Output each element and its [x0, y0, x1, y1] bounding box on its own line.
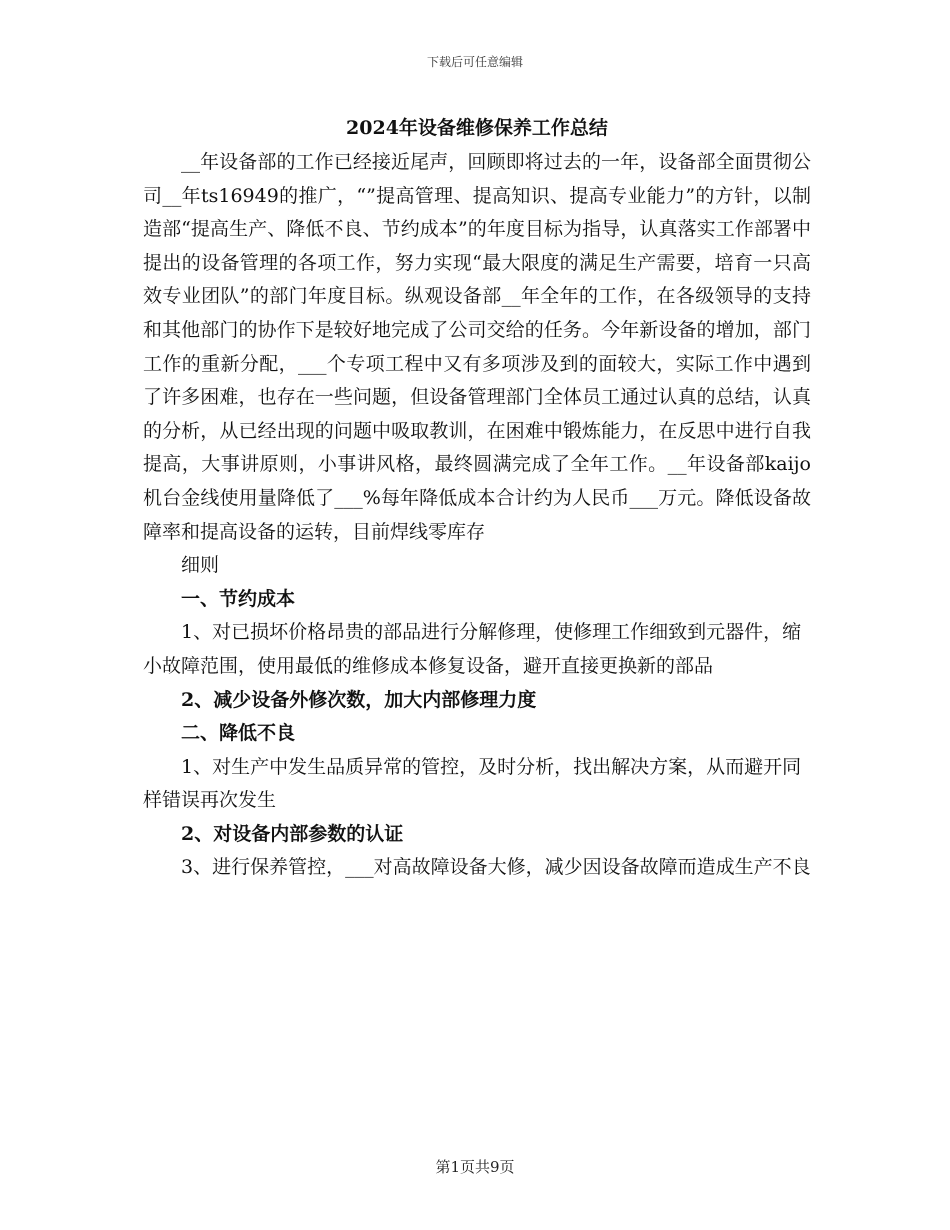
section-2-item-3: 3、进行保养管控，___对高故障设备大修，减少因设备故障而造成生产不良: [181, 856, 811, 879]
section-1-heading: 一、节约成本: [181, 587, 296, 610]
section-2-heading: 二、降低不良: [181, 722, 296, 745]
intro-paragraph: __年设备部的工作已经接近尾声，回顾即将过去的一年，设备部全面贯彻公司__年ts16949的推广，“”提高管理、提高知识、提高专业能力”的方针，以制造部“提高生产、降低不良、节约成本”的年度目标为指导，认真落实工作部署中提出的设备管理的各项工作，努力实现“最大限度的满足生产需要，培育一只高效专业团队”的部门年度目标。纵观设备部__年全年的工作，在各级领导的支持和其他部门的协作下是较好地完成了公司交给的任务。今年新设备的增加，部门工作的重新分配，___个专项工程中又有多项涉及到的面较大，实际工作中遇到了许多困难，也存在一些问题，但设备管理部门全体员工通过认真的总结，认真的分析，从已经出现的问题中吸取教训，在困难中锻炼能力，在反思中进行自我提高，大事讲原则，小事讲风格，最终圆满完成了全年工作。__年设备部kaijo机台金线使用量降低了___%每年降低成本合计约为人民币___万元。降低设备故障率和提高设备的运转，目前焊线零库存: [143, 151, 811, 543]
header-note: 下载后可任意编辑: [426, 55, 523, 69]
page-number: 第1页共9页: [435, 1158, 515, 1176]
document-body: [143, 110, 811, 885]
section-1-item-1: 1、对已损坏价格昂贵的部品进行分解修理，使修理工作细致到元器件，缩小故障范围，使用最低的维修成本修复设备，避开直接更换新的部品: [143, 621, 802, 677]
section-2-item-2: 2、对设备内部参数的认证: [181, 822, 404, 845]
section-2-item-1: 1、对生产中发生品质异常的管控，及时分析，找出解决方案，从而避开同样错误再次发生: [143, 755, 802, 812]
document-title: 2024年设备维修保养工作总结: [346, 117, 608, 139]
section-1-item-2: 2、减少设备外修次数，加大内部修理力度: [181, 688, 537, 711]
detail-label: 细则: [181, 554, 220, 577]
